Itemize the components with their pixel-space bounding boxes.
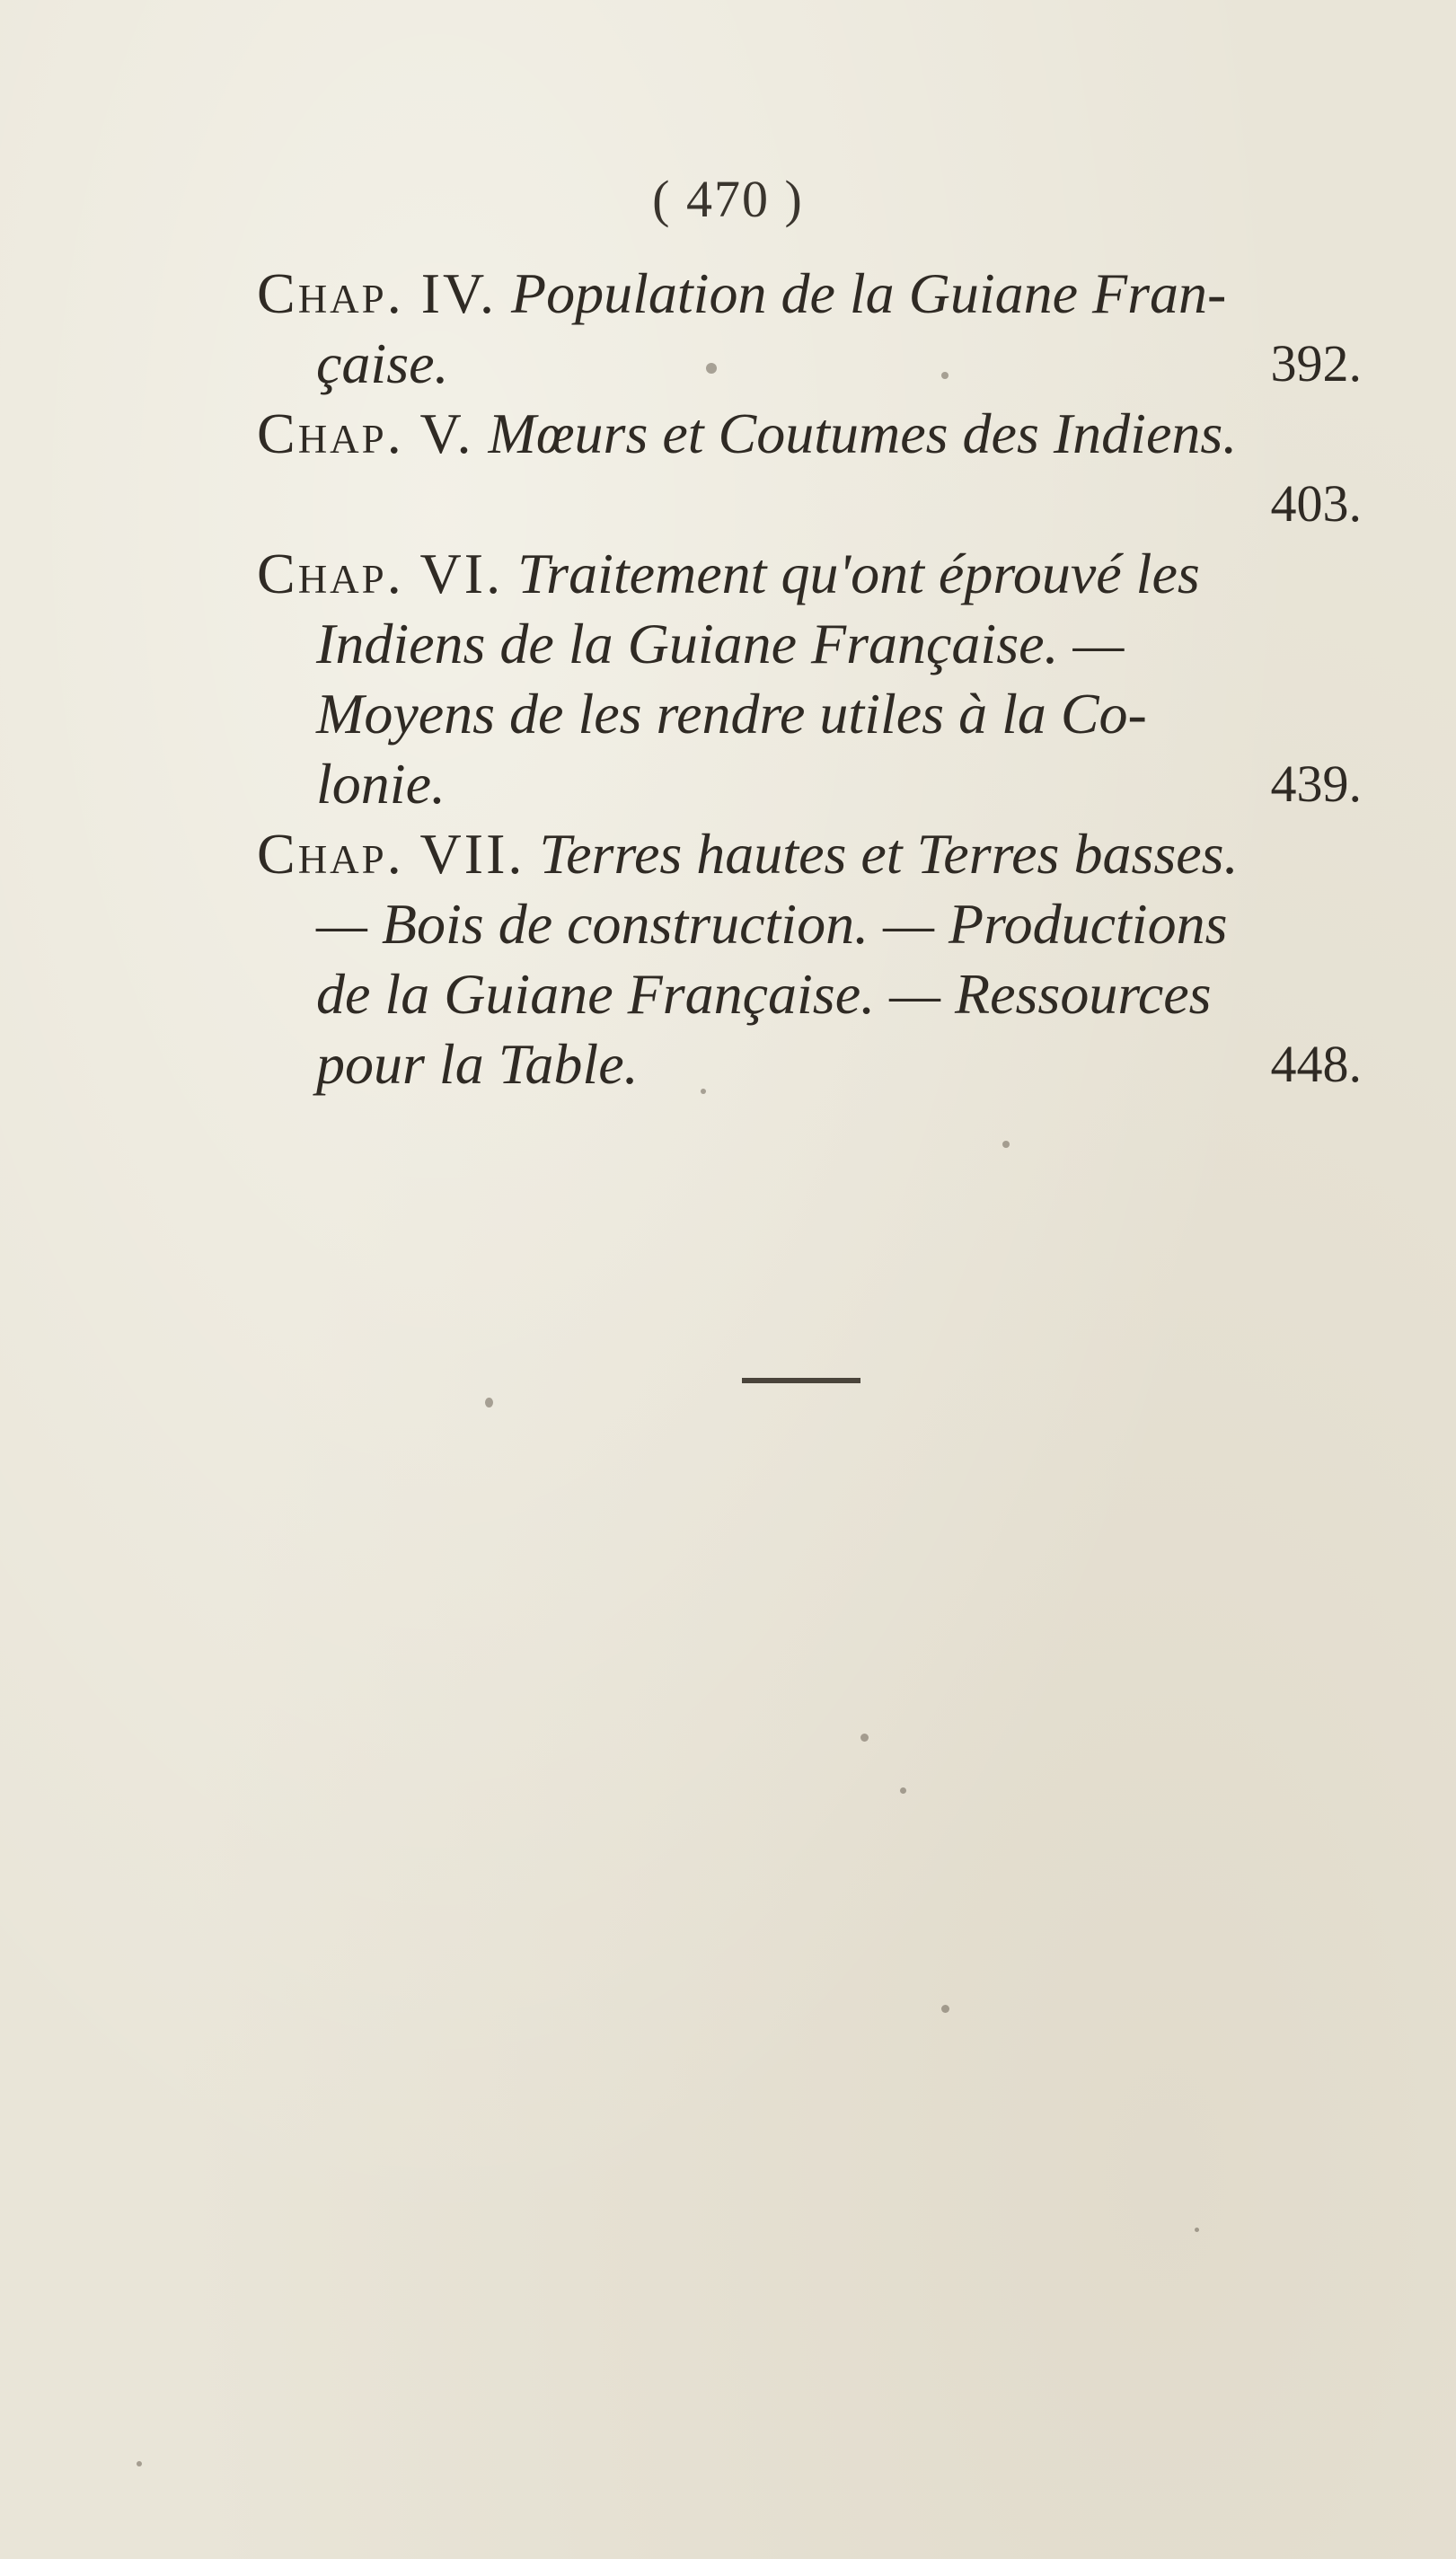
page-number: 392.: [1270, 334, 1362, 393]
chapter-label: Chap. IV.: [257, 261, 497, 325]
paper-speck: [137, 2461, 142, 2466]
toc-line: [257, 679, 1362, 749]
toc-line: [257, 889, 1362, 959]
chapter-title-continued: Moyens de les rendre utiles à la Co-: [316, 682, 1147, 746]
end-rule: [742, 1378, 860, 1383]
chapter-title: Terres hautes et Terres basses.: [525, 822, 1239, 886]
toc-entry-chap-vi: [257, 539, 1362, 819]
paper-speck: [701, 1089, 706, 1094]
page-number: 448.: [1270, 1035, 1362, 1093]
chapter-title-continued: — Bois de construction. — Productions: [316, 892, 1228, 956]
toc-line: [257, 749, 1362, 819]
paper-speck: [860, 1734, 869, 1742]
paper-speck: [1002, 1141, 1010, 1148]
page-folio: ( 470 ): [652, 170, 804, 228]
page-number: 439.: [1270, 754, 1362, 813]
paper-speck: [1195, 2228, 1199, 2232]
toc-entry-chap-v: [257, 399, 1362, 539]
paper-speck: [706, 363, 717, 374]
paper-speck: [900, 1787, 906, 1794]
paper-speck: [941, 372, 949, 379]
chapter-title: Traitement qu'ont éprouvé les: [503, 542, 1200, 605]
chapter-title: Mœurs et Coutumes des Indiens.: [473, 401, 1238, 465]
toc-line: [257, 1029, 1362, 1099]
chapter-label: Chap. VI.: [257, 542, 504, 605]
toc-entry-chap-iv: [257, 259, 1362, 399]
chapter-label: Chap. VII.: [257, 822, 525, 886]
chapter-title-continued: pour la Table.: [316, 1032, 639, 1096]
chapter-title: Population de la Guiane Fran-: [497, 261, 1227, 325]
chapter-title-continued: de la Guiane Française. — Ressources: [316, 962, 1212, 1026]
toc-line: [257, 329, 1362, 399]
toc-line: [257, 259, 1362, 329]
toc-line: [257, 819, 1362, 889]
paper-speck: [485, 1398, 493, 1407]
toc-line: [257, 959, 1362, 1029]
toc-entry-chap-vii: [257, 819, 1362, 1099]
chapter-title-continued: Indiens de la Guiane Française. —: [316, 612, 1125, 675]
table-of-contents: [257, 259, 1362, 1099]
toc-line: [257, 539, 1362, 609]
paper-speck: [941, 2005, 949, 2013]
toc-line: [257, 399, 1362, 469]
toc-line: [257, 469, 1362, 539]
page-number: 403.: [1270, 474, 1362, 533]
toc-line: [257, 609, 1362, 679]
chapter-label: Chap. V.: [257, 401, 474, 465]
chapter-title-continued: çaise.: [316, 331, 449, 395]
chapter-title-continued: lonie.: [316, 752, 446, 816]
